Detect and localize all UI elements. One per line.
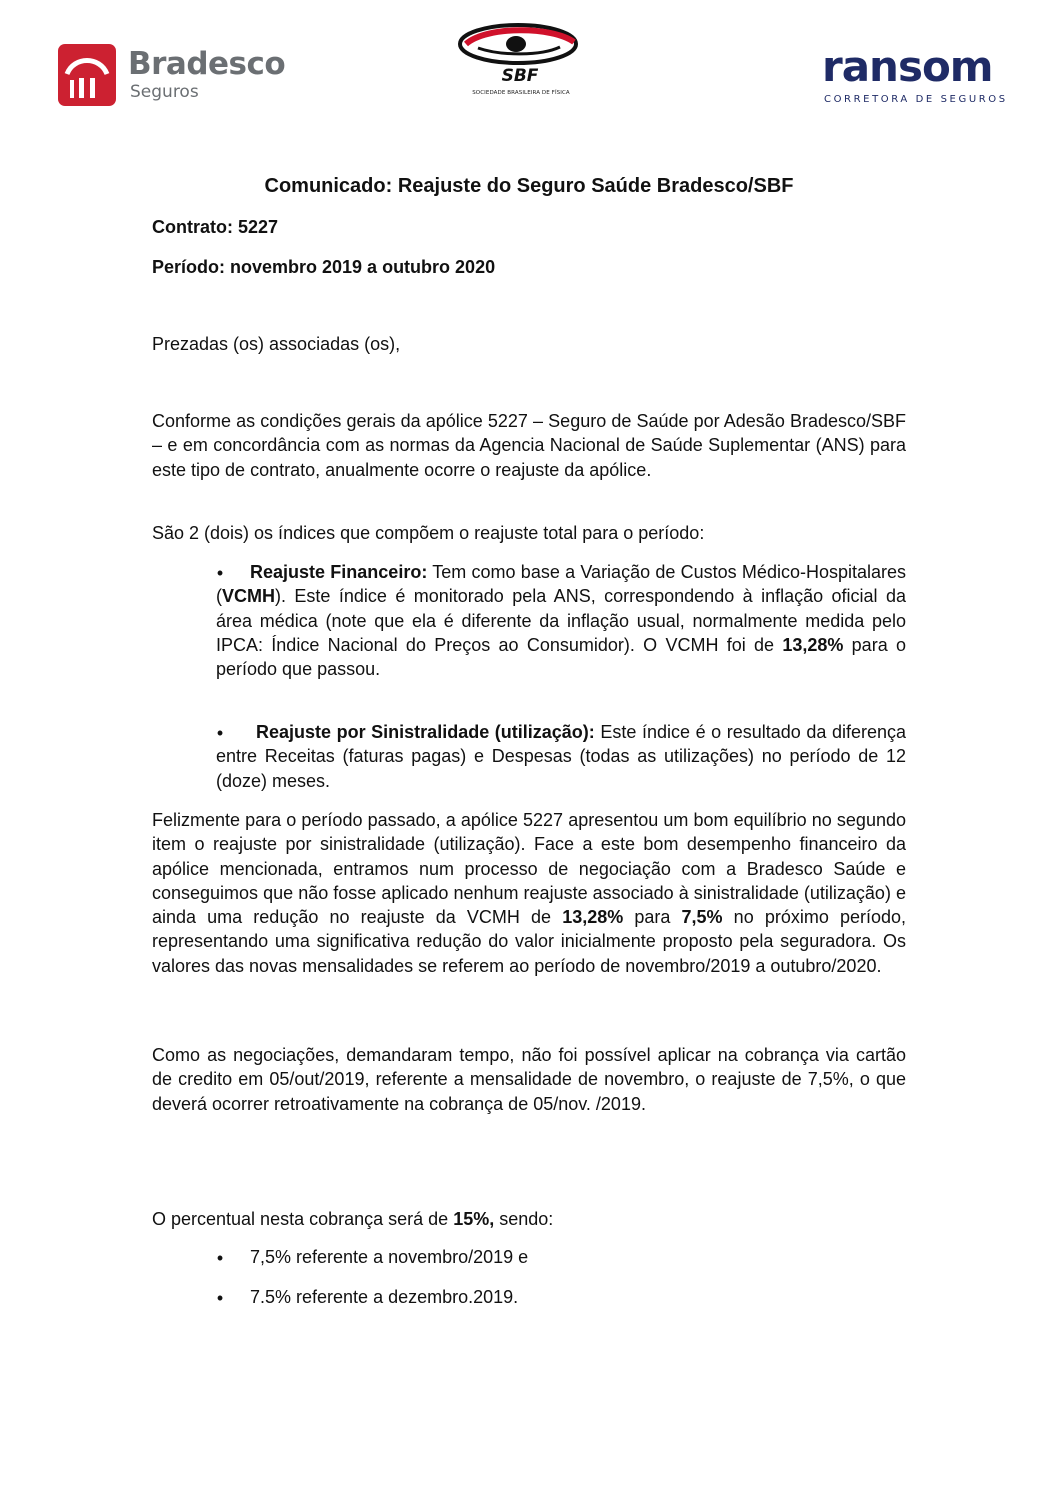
ransom-logo-name: ransom (822, 42, 993, 91)
paragraph-text: sendo: (494, 1209, 554, 1229)
period: Período: novembro 2019 a outubro 2020 (152, 257, 496, 277)
bradesco-logo-icon (58, 44, 116, 106)
list-item: 7,5% referente a novembro/2019 e (250, 1247, 529, 1267)
bullet-icon: • (216, 563, 224, 583)
item-text: para o período que passou. (216, 634, 906, 680)
vcmh-value: 13,28% (782, 634, 844, 655)
sbf-logo-icon (456, 22, 584, 66)
list-item: 7.5% referente a dezembro.2019. (250, 1287, 519, 1307)
bullet-icon: • (216, 723, 224, 743)
sbf-logo (456, 22, 586, 104)
bradesco-logo-sub: Seguros (130, 82, 199, 102)
indices-intro: São 2 (dois) os índices que compõem o reajuste total para o período: (152, 523, 705, 543)
sbf-logo-name: SBF (501, 66, 539, 86)
percentage-paragraph (152, 1207, 906, 1231)
ransom-logo (820, 42, 1020, 112)
item-title: Reajuste Financeiro: (250, 562, 428, 582)
bradesco-logo-name: Bradesco (128, 46, 286, 82)
item-text: ). Este índice é monitorado pela ANS, correspondendo à inflação oficial da área médica (note que ela é diferente da inflação usual, normalmente medida pelo IPCA: Índice Nacional do Preços ao Consumidor). O VCMH foi de (216, 586, 906, 655)
greeting: Prezadas (os) associadas (os), (152, 334, 401, 354)
item-text: Este índice é o resultado da diferença entre Receitas (faturas pagas) e Despesas (todas as utilizações) no período de 12 (doze) meses. (216, 722, 906, 791)
document-title: Comunicado: Reajuste do Seguro Saúde Bradesco/SBF (264, 175, 794, 197)
contract-number: Contrato: 5227 (152, 217, 279, 237)
intro-paragraph: Conforme as condições gerais da apólice 5227 – Seguro de Saúde por Adesão Bradesco/SBF – e em concordância com as normas da Agencia Nacional de Saúde Suplementar (ANS) para este tipo de contrato, anualmente ocorre o reajuste da apólice. (152, 411, 906, 480)
negotiation-paragraph (152, 808, 906, 978)
old-rate: 13,28% (562, 907, 624, 928)
paragraph-text: no próximo período, representando uma significativa redução do valor inicialmente proposto pela seguradora. Os valores das novas mensalidades se referem ao período de novembro/2019 a outubro/2020. (152, 907, 907, 976)
list-item-claims-adjustment (216, 720, 906, 793)
vcmh-label: VCMH (222, 586, 275, 607)
paragraph-text: para (623, 907, 682, 928)
new-rate: 7,5% (681, 907, 723, 928)
paragraph-text: Felizmente para o período passado, a apólice 5227 apresentou um bom equilíbrio no segundo item o reajuste por sinistralidade (utilização). Face a este bom desempenho financeiro da apólice mencionada, entramos num processo de negociação com a Bradesco Saúde e conseguimos que não fosse aplicado nenhum reajuste associado à sinistralidade (utilização) e ainda uma redução no reajuste da VCMH de (152, 810, 906, 928)
ransom-logo-sub: CORRETORA DE SEGUROS (824, 94, 1008, 105)
bullet-icon: • (216, 1248, 224, 1268)
bullet-icon: • (216, 1288, 224, 1308)
list-item-financial-adjustment (216, 560, 906, 681)
sbf-logo-sub: SOCIEDADE BRASILEIRA DE FÍSICA (472, 90, 570, 96)
paragraph-text: O percentual nesta cobrança será de (152, 1209, 454, 1229)
total-percentage: 15%, (453, 1209, 495, 1229)
item-text: Tem como base a Variação de Custos Médico-Hospitalares ( (216, 562, 906, 607)
billing-paragraph: Como as negociações, demandaram tempo, não foi possível aplicar na cobrança via cartão de credito em 05/out/2019, referente a mensalidade de novembro, o reajuste de 7,5%, o que deverá ocorrer retroativamente na cobrança de 05/nov. /2019. (152, 1045, 906, 1114)
bradesco-seguros-logo (58, 44, 298, 106)
item-title: Reajuste por Sinistralidade (utilização): (256, 722, 595, 742)
